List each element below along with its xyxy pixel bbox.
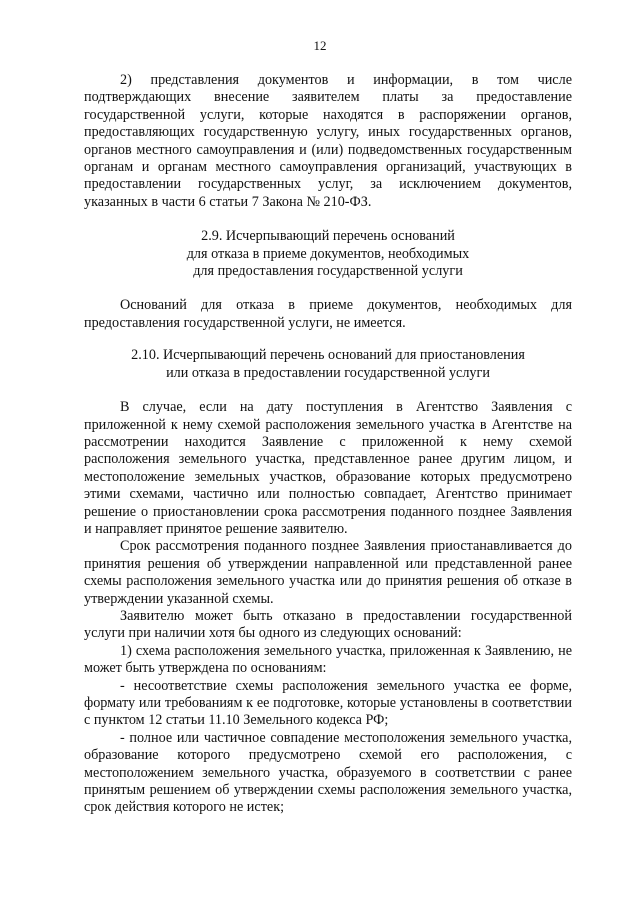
heading-line: или отказа в предоставлении государственной услуги [166,364,490,381]
paragraph-no-grounds: Оснований для отказа в приеме документов, необходимых для предоставления государственной услуги, не имеется. [84,297,572,331]
section-heading-2-10 [84,347,572,382]
section-heading-2-9 [84,228,572,280]
paragraph-suspension-case: В случае, если на дату поступления в Агентство Заявления с приложенной к нему схемой расположения земельного участка в Агентстве на рассмотрении находится Заявление с приложенной к нему схемой расположения земельного участка, представленное ранее другим лицом, и местоположение земельных участков, образование которых предусмотрено этими схемами, частично или полностью совпадает, Агентство принимает решение о приостановлении срока рассмотрения поданного позднее Заявления и направляет принятое решение заявителю. [84,399,572,537]
paragraph-item-1: 1) схема расположения земельного участка, приложенная к Заявлению, не может быть утверждена по основаниям: [84,642,572,677]
paragraph-refusal-grounds: Заявителю может быть отказано в предоставлении государственной услуги при наличии хотя бы одного из следующих оснований: [84,607,572,642]
heading-line: 2.10. Исчерпывающий перечень оснований для приостановления [131,347,525,364]
bullet-overlap: - полное или частичное совпадение местоположения земельного участка, образование которого предусмотрено схемой его расположения, с местоположением земельного участка, образуемого в соответствии с ранее принятым решением об утверждении схемы расположения земельного участка, срок действия которого не истек; [84,729,572,816]
document-body [84,72,572,817]
heading-line: 2.9. Исчерпывающий перечень оснований [201,228,455,245]
bullet-nonconformity: - несоответствие схемы расположения земельного участка ее форме, формату или требованиям к ее подготовке, которые установлены в соответствии с пунктом 12 статьи 11.10 Земельного кодекса РФ; [84,677,572,729]
heading-line: для предоставления государственной услуги [193,263,463,280]
paragraph-suspension-term: Срок рассмотрения поданного позднее Заявления приостанавливается до принятия решения об утверждении направленной или представленной ранее схемы расположения земельного участка или до принятия решения об отказе в утверждении указанной схемы. [84,538,572,607]
page-number: 12 [313,38,327,53]
heading-line: для отказа в приеме документов, необходимых [186,245,470,262]
paragraph-item-2: 2) представления документов и информации, в том числе подтверждающих внесение заявителем платы за предоставление государственной услуги, которые находятся в распоряжении органов, предоставляющих государственную услугу, иных государственных органов, органов местного самоуправления и (или) подведомственных государственным органам и органам местного самоуправления организаций, участвующих в предоставлении государственных услуг, за исключением документов, указанных в части 6 статьи 7 Закона № 210-ФЗ. [84,72,572,210]
